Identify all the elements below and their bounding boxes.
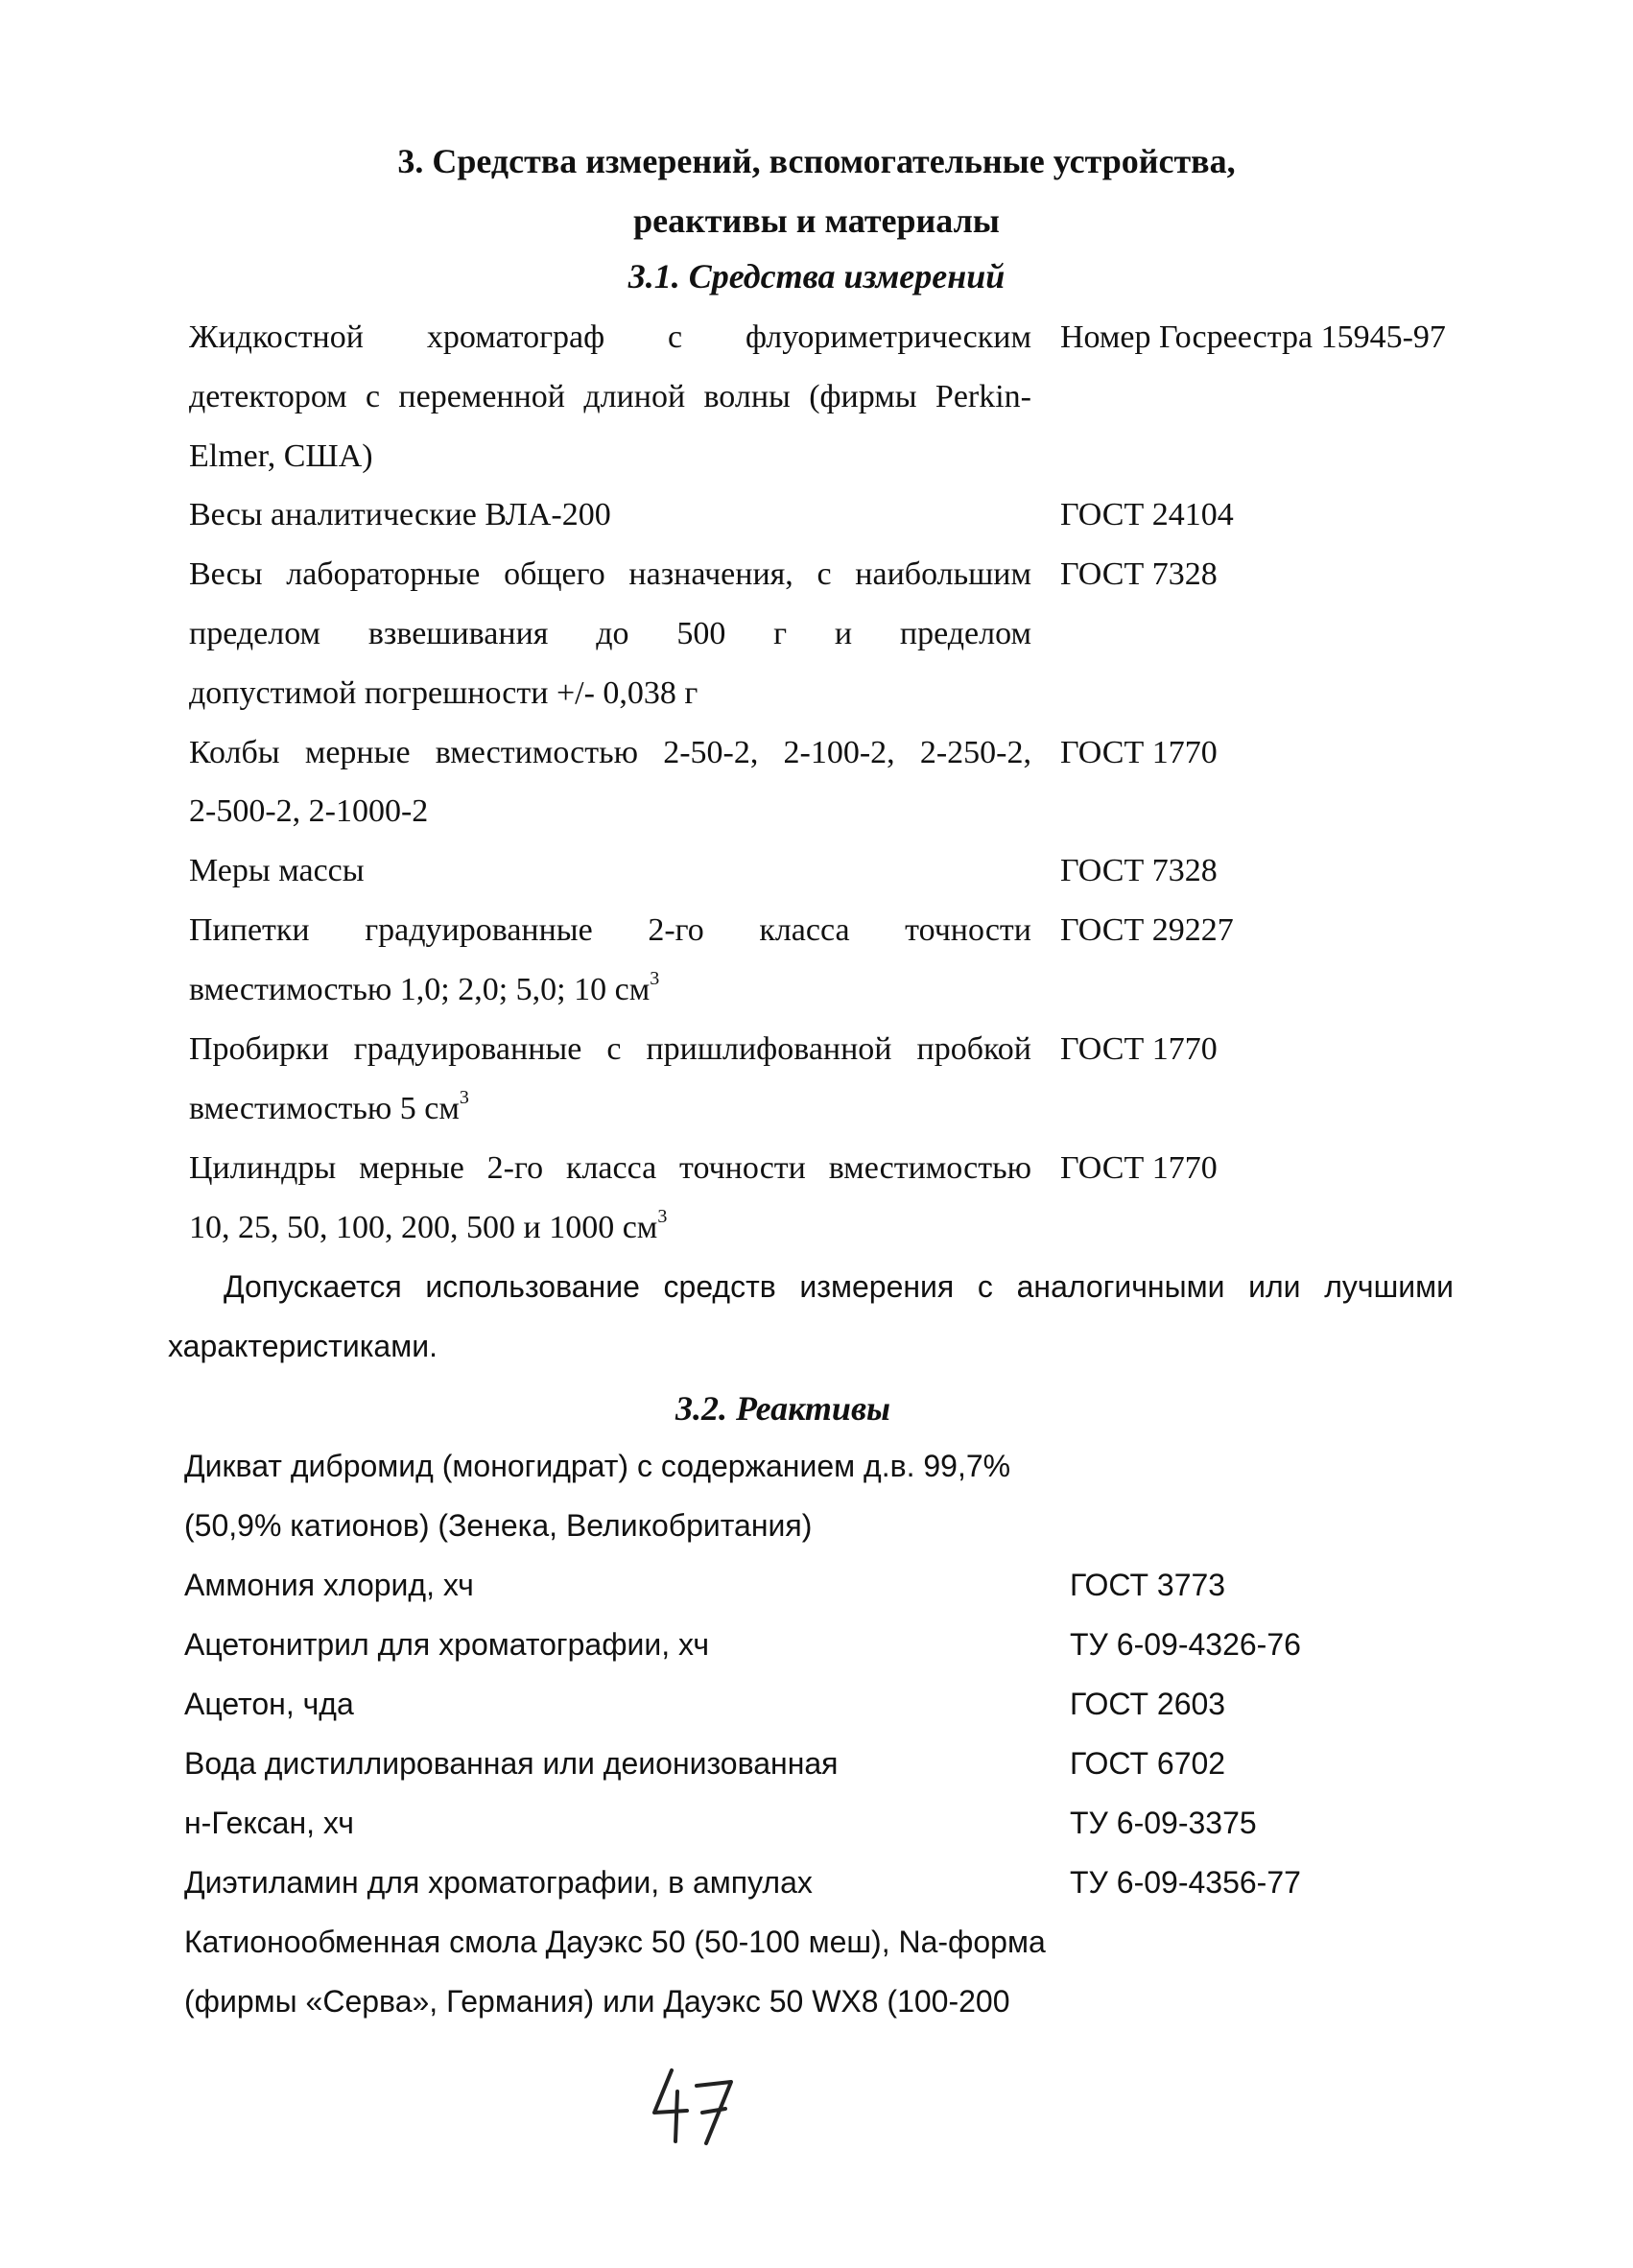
instrument-8-line-2 xyxy=(189,1205,668,1245)
superscript-cubic: 3 xyxy=(657,1205,668,1227)
instrument-6-line-2-text: вместимостью 1,0; 2,0; 5,0; 10 см xyxy=(189,972,651,1007)
instrument-3-line-1: Весы лабораторные общего назначения, с наибольшим xyxy=(189,556,1031,592)
note-line-2: характеристиками. xyxy=(168,1329,438,1363)
superscript-cubic: 3 xyxy=(650,967,660,989)
section-title-line-2: реактивы и материалы xyxy=(633,201,1000,240)
instrument-7-standard: ГОСТ 1770 xyxy=(1060,1031,1218,1067)
handwritten-page-number xyxy=(643,2063,739,2149)
instrument-5-line-1: Меры массы xyxy=(189,853,365,888)
reagent-1-line-2: (50,9% катионов) (Зенека, Великобритания) xyxy=(184,1508,813,1543)
subsection-title-reagents: 3.2. Реактивы xyxy=(674,1389,891,1428)
note-line-1: Допускается использование средств измерения с аналогичными или лучшими xyxy=(224,1269,1454,1304)
instrument-7-line-2 xyxy=(189,1086,469,1126)
reagent-5-line-1: Вода дистиллированная или деионизованная xyxy=(184,1746,839,1781)
instrument-8-line-1: Цилиндры мерные 2-го класса точности вместимостью xyxy=(189,1150,1031,1186)
instrument-1-standard: Номер Госреестра 15945-97 xyxy=(1060,319,1446,355)
subsection-title-measuring-instruments: 3.1. Средства измерений xyxy=(627,257,1006,295)
instrument-8-standard: ГОСТ 1770 xyxy=(1060,1150,1218,1186)
reagent-2-line-1: Аммония хлорид, хч xyxy=(184,1568,474,1602)
instrument-1-line-2: детектором с переменной длиной волны (фирмы Perkin- xyxy=(189,379,1031,414)
reagent-2-standard: ГОСТ 3773 xyxy=(1070,1568,1226,1602)
instrument-3-line-2: пределом взвешивания до 500 г и пределом xyxy=(189,616,1031,651)
reagent-3-standard: ТУ 6-09-4326-76 xyxy=(1070,1627,1301,1662)
reagent-3-line-1: Ацетонитрил для хроматографии, хч xyxy=(184,1627,710,1662)
instrument-8-line-2-text: 10, 25, 50, 100, 200, 500 и 1000 см xyxy=(189,1210,658,1245)
reagent-7-standard: ТУ 6-09-4356-77 xyxy=(1070,1865,1301,1900)
instrument-5-standard: ГОСТ 7328 xyxy=(1060,853,1218,888)
instrument-2-standard: ГОСТ 24104 xyxy=(1060,497,1234,532)
section-title-line-1: 3. Средства измерений, вспомогательные устройства, xyxy=(397,142,1236,180)
reagent-8-line-1: Катионообменная смола Дауэкс 50 (50-100 меш), Na-форма xyxy=(184,1925,1046,1959)
instrument-4-line-2: 2-500-2, 2-1000-2 xyxy=(189,793,429,829)
instrument-4-line-1: Колбы мерные вместимостью 2-50-2, 2-100-2, 2-250-2, xyxy=(189,735,1031,770)
instrument-3-standard: ГОСТ 7328 xyxy=(1060,556,1218,592)
instrument-1-line-3: Elmer, США) xyxy=(189,438,373,474)
instrument-7-line-1: Пробирки градуированные с пришлифованной пробкой xyxy=(189,1031,1031,1067)
reagent-6-standard: ТУ 6-09-3375 xyxy=(1070,1806,1257,1840)
instrument-6-line-2 xyxy=(189,967,660,1007)
instrument-7-line-2-text: вместимостью 5 см xyxy=(189,1091,460,1126)
reagent-6-line-1: н-Гексан, хч xyxy=(184,1806,354,1840)
instrument-4-standard: ГОСТ 1770 xyxy=(1060,735,1218,770)
superscript-cubic: 3 xyxy=(459,1086,469,1108)
reagent-4-line-1: Ацетон, чда xyxy=(184,1687,354,1721)
instrument-1-line-1: Жидкостной хроматограф с флуориметрическим xyxy=(189,319,1031,355)
reagent-4-standard: ГОСТ 2603 xyxy=(1070,1687,1226,1721)
instrument-3-line-3: допустимой погрешности +/- 0,038 г xyxy=(189,675,698,711)
instrument-6-line-1: Пипетки градуированные 2-го класса точности xyxy=(189,912,1031,948)
page-number-drawing xyxy=(643,2063,739,2149)
reagent-8-line-2: (фирмы «Серва», Германия) или Дауэкс 50 WX8 (100-200 xyxy=(184,1984,1010,2019)
reagent-7-line-1: Диэтиламин для хроматографии, в ампулах xyxy=(184,1865,813,1900)
instrument-2-line-1: Весы аналитические ВЛА-200 xyxy=(189,497,611,532)
reagent-1-line-1: Дикват дибромид (моногидрат) с содержанием д.в. 99,7% xyxy=(184,1449,1011,1483)
reagent-5-standard: ГОСТ 6702 xyxy=(1070,1746,1226,1781)
instrument-6-standard: ГОСТ 29227 xyxy=(1060,912,1234,948)
